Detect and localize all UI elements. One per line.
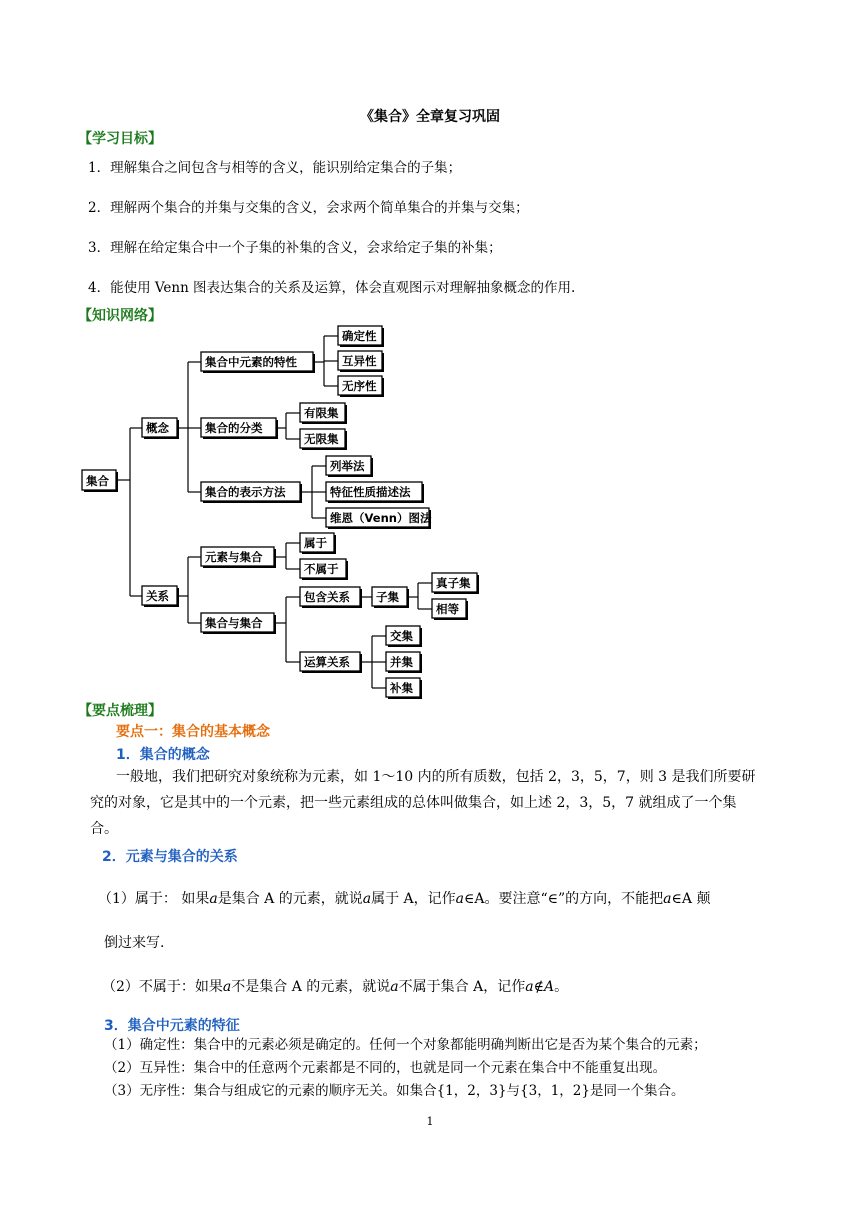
node-equal (432, 599, 468, 620)
node-concept (142, 418, 179, 439)
svg-text:集合的分类: 集合的分类 (205, 421, 263, 435)
svg-text:真子集: 真子集 (436, 576, 471, 590)
node-relation (142, 586, 179, 607)
node-elem-set (201, 547, 276, 568)
svg-text:确定性: 确定性 (342, 329, 377, 343)
svg-text:维恩（Venn）图法: 维恩（Venn）图法 (330, 511, 432, 525)
svg-text:子集: 子集 (376, 590, 399, 604)
section1-title: 1．集合的概念 (116, 747, 210, 763)
belongs-line2: 倒过来写. (104, 935, 165, 951)
node-f3 (338, 376, 384, 397)
svg-text:包含关系: 包含关系 (304, 590, 350, 604)
belongs-line: （1）属于： 如果a是集合 A 的元素，就说a属于 A，记作a∈A。要注意“∈”的方向，不能把a∈A 颠 (98, 891, 711, 907)
node-o1 (386, 626, 422, 647)
para-line: 究的对象，它是其中的一个元素，把一些元素组成的总体叫做集合，如上述 2，3，5，7 就组成了一个集 (90, 795, 737, 811)
svg-text:集合与集合: 集合与集合 (205, 616, 263, 630)
feature-line: （3）无序性：集合与组成它的元素的顺序无关。如集合{1，2，3}与{3，1，2}是同一个集合。 (104, 1083, 685, 1099)
para-line: 合。 (90, 821, 118, 837)
node-root (82, 470, 118, 492)
node-r2 (326, 482, 424, 503)
node-ops (300, 652, 362, 673)
node-set-set (201, 613, 276, 634)
goal-item: 1．理解集合之间包含与相等的含义，能识别给定集合的子集； (88, 160, 462, 176)
point1-heading: 要点一：集合的基本概念 (116, 724, 270, 740)
node-contain (300, 587, 362, 608)
node-r3 (326, 508, 432, 529)
svg-text:集合: 集合 (86, 474, 109, 488)
node-classify (201, 418, 278, 439)
node-proper (432, 573, 479, 594)
goals-header: 【学习目标】 (78, 131, 162, 147)
goal-item: 2．理解两个集合的并集与交集的含义，会求两个简单集合的并集与交集； (88, 200, 529, 216)
svg-text:集合的表示方法: 集合的表示方法 (205, 485, 286, 499)
goal-item: 4．能使用 Venn 图表达集合的关系及运算，体会直观图示对理解抽象概念的作用. (88, 280, 576, 296)
section3-title: 3．集合中元素的特征 (104, 1018, 240, 1034)
node-c2 (300, 429, 347, 450)
node-e2 (300, 559, 348, 580)
svg-text:相等: 相等 (436, 602, 459, 616)
node-f1 (338, 326, 384, 347)
svg-text:无限集: 无限集 (304, 432, 339, 446)
node-features (201, 352, 315, 373)
svg-text:元素与集合: 元素与集合 (205, 550, 263, 564)
svg-text:属于: 属于 (304, 536, 327, 550)
svg-text:列举法: 列举法 (330, 459, 365, 473)
node-r1 (326, 456, 373, 477)
feature-line: （1）确定性：集合中的元素必须是确定的。任何一个对象都能明确判断出它是否为某个集合的元素； (104, 1037, 707, 1053)
goal-item: 3．理解在给定集合中一个子集的补集的含义，会求给定子集的补集； (88, 240, 502, 256)
section2-title: 2．元素与集合的关系 (102, 849, 238, 865)
node-e1 (300, 533, 336, 554)
network-header: 【知识网络】 (78, 308, 162, 324)
node-f2 (338, 351, 384, 372)
svg-text:并集: 并集 (390, 655, 413, 669)
node-subset (372, 587, 409, 608)
svg-text:特征性质描述法: 特征性质描述法 (330, 485, 411, 499)
svg-text:有限集: 有限集 (304, 406, 339, 420)
svg-text:关系: 关系 (146, 589, 169, 603)
svg-text:无序性: 无序性 (342, 379, 377, 393)
svg-text:补集: 补集 (390, 681, 413, 695)
node-o2 (386, 652, 422, 673)
page-title: 《集合》全章复习巩固 (360, 109, 500, 125)
node-c1 (300, 403, 347, 424)
svg-text:不属于: 不属于 (304, 562, 339, 576)
node-o3 (386, 678, 422, 699)
svg-text:运算关系: 运算关系 (304, 655, 350, 669)
svg-text:互异性: 互异性 (342, 354, 377, 368)
feature-line: （2）互异性：集合中的任意两个元素都是不同的，也就是同一个元素在集合中不能重复出现。 (104, 1060, 667, 1076)
not-belongs-line: （2）不属于：如果a不是集合 A 的元素，就说a不属于集合 A，记作a∉A。 (102, 979, 569, 995)
node-represent (201, 482, 302, 503)
svg-text:概念: 概念 (146, 421, 169, 435)
points-header: 【要点梳理】 (78, 703, 162, 719)
para-line: 一般地，我们把研究对象统称为元素，如 1～10 内的所有质数，包括 2，3，5，7，则 3 是我们所要研 (116, 769, 756, 785)
svg-text:集合中元素的特性: 集合中元素的特性 (205, 355, 297, 369)
svg-text:交集: 交集 (390, 629, 413, 643)
page-number: 1 (426, 1115, 434, 1128)
